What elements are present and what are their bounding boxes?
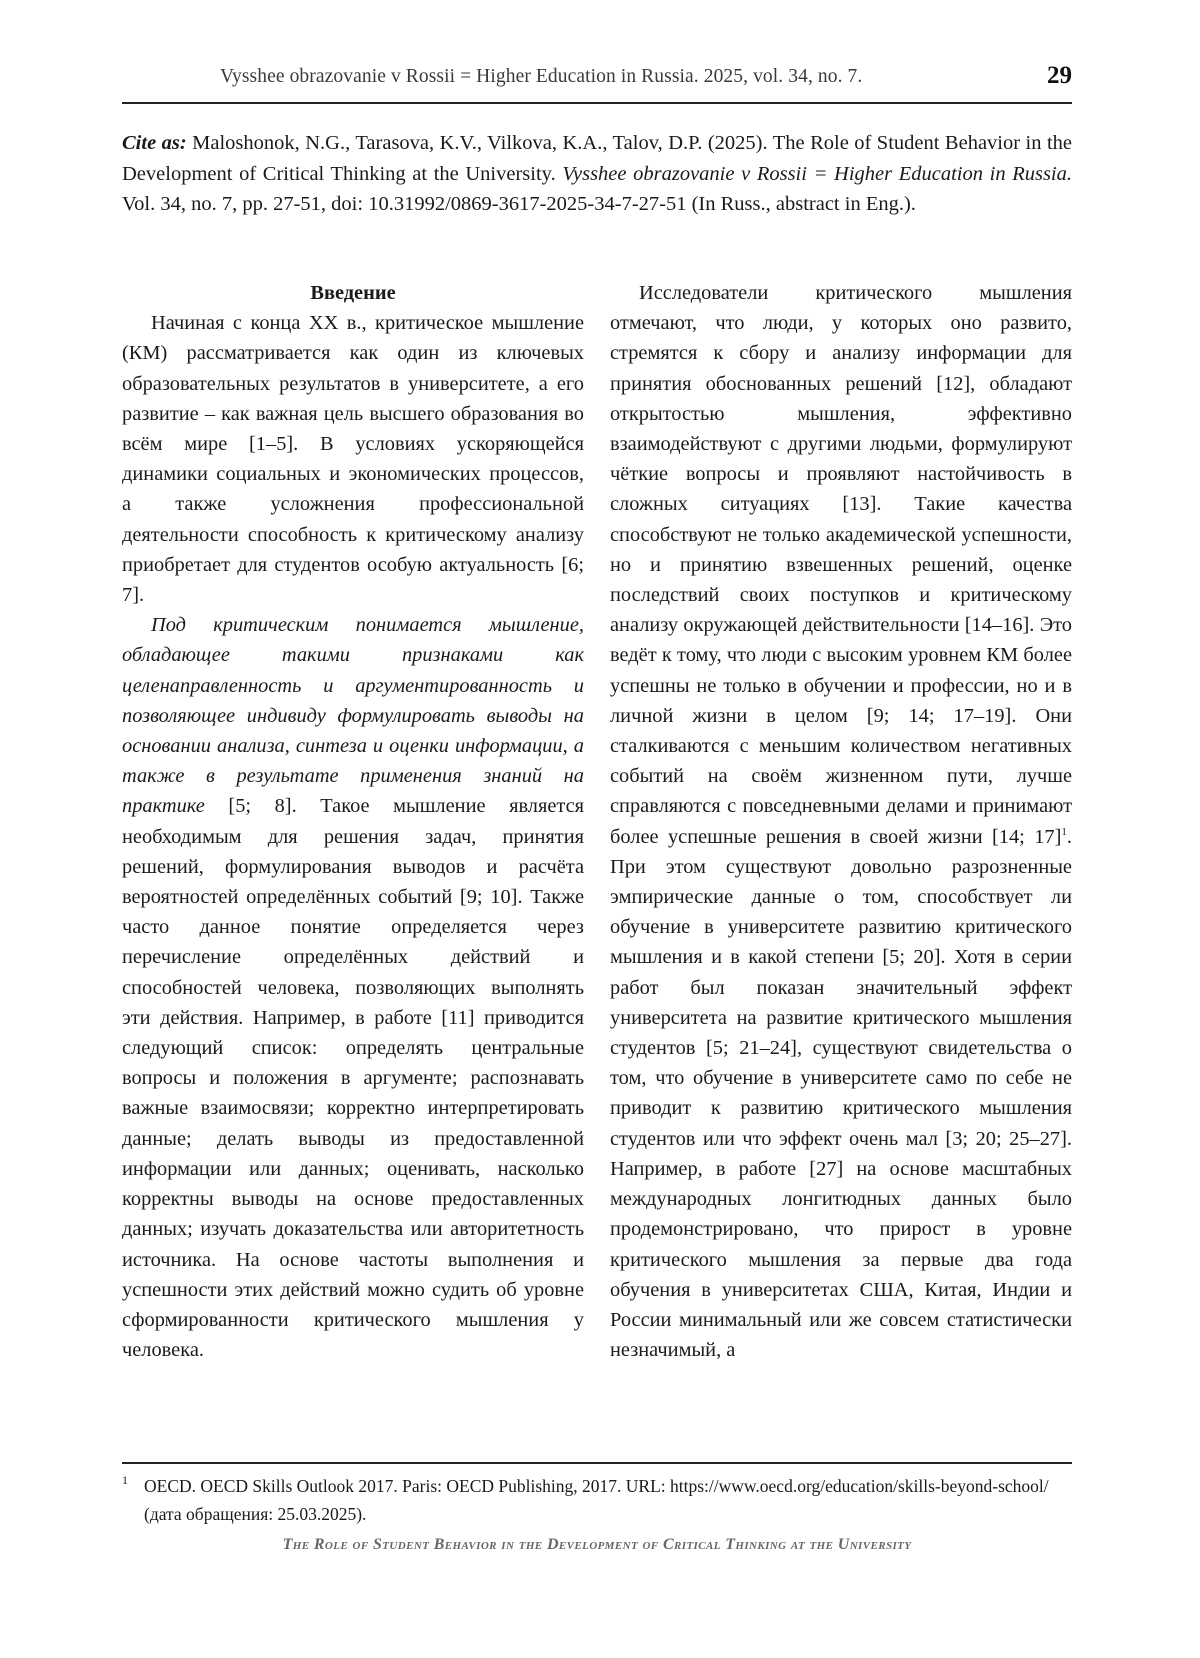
paragraph-text: . При этом существуют довольно разрозненные эмпирические данные о том, способствует ли обучение в университете развитию критического мышления и в какой степени [5; 20]. Хотя в серии работ был показан значительный эффект университета на развитие критического мышления студентов [5; 21–24], существуют свидетельства о том, что обучение в университете само по себе не приводит к развитию критического мышления студентов или что эффект очень мал [3; 20; 25–27]. Например, в работе [27] на основе масштабных международных лонгитюдных данных было продемонстрировано, что прирост в уровне критического мышления за первые два года обучения в университетах США, Китая, Индии и России минимальный или же совсем статистически незначимый, а: [610, 825, 1072, 1362]
paragraph: Начиная с конца XX в., критическое мышление (КМ) рассматривается как один из ключевых образовательных результатов в университете, а его развитие – как важная цель высшего образования во всём мире [1–5]. В условиях ускоряющейся динамики социальных и экономических процессов, а также усложнения профессиональной деятельности способность к критическому анализу приобретает для студентов особую актуальность [6; 7].: [122, 312, 584, 607]
footnote-text: OECD. OECD Skills Outlook 2017. Paris: OECD Publishing, 2017. URL: https://www.oecd.org/education/skills-beyond-school/ (дата обращения: 25.03.2025).: [144, 1476, 1049, 1524]
right-column: [610, 278, 1072, 1365]
paragraph-text: [5; 8]. Такое мышление является необходимым для решения задач, принятия решений, формулирования выводов и расчёта вероятностей определённых событий [9; 10]. Также часто данное понятие определяется через перечисление определённых действий и способностей человека, позволяющих выполнять эти действия. Например, в работе [11] приводится следующий список: определять центральные вопросы и положения в аргументе; распознавать важные взаимосвязи; корректно интерпретировать данные; делать выводы из предоставленной информации или данных; оценивать, насколько корректны выводы на основе предоставленных данных; изучать доказательства или авторитетность источника. На основе частоты выполнения и успешности этих действий можно судить об уровне сформированности критического мышления у человека.: [122, 795, 584, 1362]
footnote-ref[interactable]: 1: [1061, 825, 1067, 838]
footnote-rule: [122, 1462, 1072, 1464]
citation-authors: Maloshonok, N.G., Tarasova, K.V., Vilkova, K.A., Talov, D.P. (2025). The Role of Student Behavior in the Development of Critical Thinking at the University.: [122, 132, 1072, 185]
paragraph: [610, 278, 1072, 1365]
citation-label: Cite as:: [122, 132, 187, 154]
left-column: [122, 278, 584, 1365]
citation-details: Vol. 34, no. 7, pp. 27-51, doi: 10.31992/0869-3617-2025-34-7-27-51 (In Russ., abstract in Eng.).: [122, 193, 916, 215]
section-heading: Введение: [310, 282, 396, 304]
footnote: [122, 1472, 1072, 1528]
page-number: 29: [1047, 62, 1072, 89]
paragraph: [122, 610, 584, 1365]
running-header-title: Vysshee obrazovanie v Rossii = Higher Education in Russia. 2025, vol. 34, no. 7.: [220, 66, 863, 87]
citation-journal: Vysshee obrazovanie v Rossii = Higher Education in Russia.: [562, 162, 1072, 185]
definition-italic: Под критическим понимается мышление, обладающее такими признаками как целенаправленность и аргументированность и позволяющее индивиду формулировать выводы на основании анализа, синтеза и оценки информации, а также в результате применения знаний на практике: [122, 614, 584, 818]
paragraph-text: Исследователи критического мышления отмечают, что люди, у которых оно развито, стремятся к сбору и анализу информации для принятия обоснованных решений [12], обладают открытостью мышления, эффективно взаимодействуют с другими людьми, формулируют чёткие вопросы и проявляют настойчивость в сложных ситуациях [13]. Такие качества способствуют не только академической успешности, но и принятию взвешенных решений, оценке последствий своих поступков и критическому анализу окружающей действительности [14–16]. Это ведёт к тому, что люди с высоким уровнем КМ более успешны не только в обучении и профессии, но и в личной жизни в целом [9; 14; 17–19]. Они сталкиваются с меньшим количеством негативных событий на своём жизненном пути, лучше справляются с повседневными делами и принимают более успешные решения в своей жизни [14; 17]: [610, 282, 1072, 848]
citation-block: [122, 128, 1072, 220]
running-footer: The Role of Student Behavior in the Development of Critical Thinking at the University: [282, 1536, 912, 1553]
footnote-mark: 1: [122, 1473, 128, 1487]
running-header: [122, 62, 1072, 104]
